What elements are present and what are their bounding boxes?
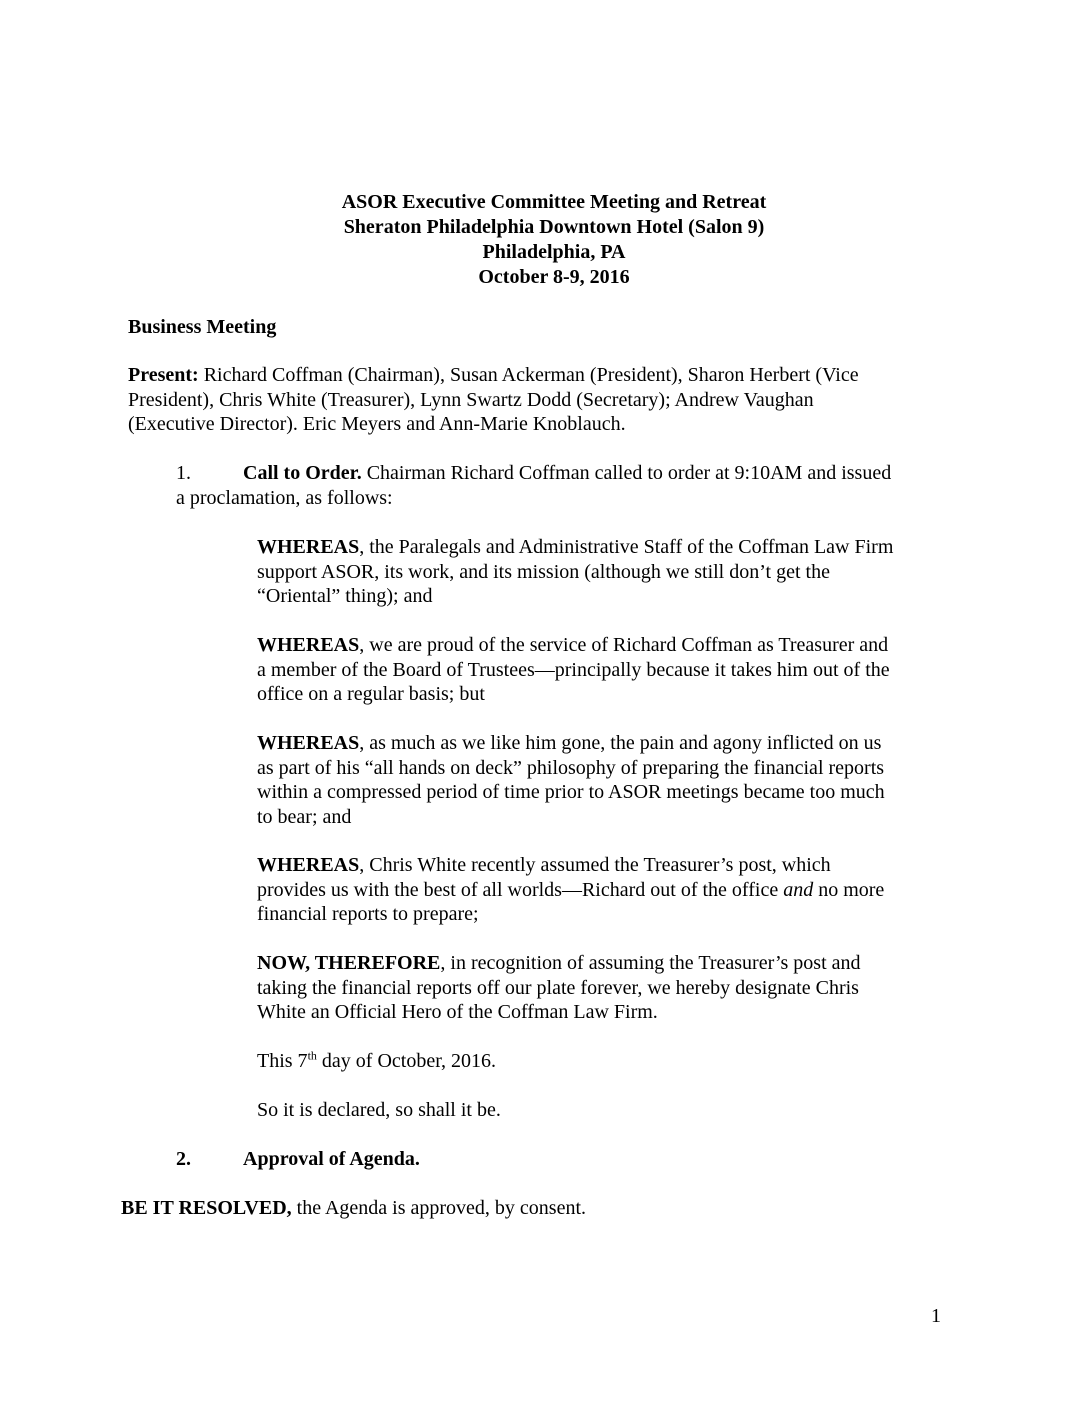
paragraph-text: to bear; and <box>257 805 352 828</box>
header-city: Philadelphia, PA <box>482 241 626 263</box>
paragraph-text: no more <box>813 878 885 901</box>
paragraph-text: “Oriental” thing); and <box>257 585 433 607</box>
paragraph-text: , Chris White recently assumed the Treasurer’s post, which <box>359 854 831 876</box>
item-number: 1. <box>176 462 191 484</box>
whereas-lead: WHEREAS <box>257 854 360 876</box>
paragraph-text: support ASOR, its work, and its mission (although we still don’t get the <box>257 560 830 583</box>
whereas-lead: WHEREAS <box>257 634 360 656</box>
emphasis-text: and <box>783 878 814 901</box>
whereas-lead: WHEREAS <box>257 732 360 754</box>
now-therefore-paragraph <box>257 951 861 1025</box>
paragraph-text: White an Official Hero of the Coffman Law Firm. <box>257 1001 658 1023</box>
paragraph-text: as part of his “all hands on deck” philosophy of preparing the financial reports <box>257 756 885 779</box>
whereas-lead: WHEREAS <box>257 536 360 558</box>
resolution-lead: BE IT RESOLVED, <box>121 1197 292 1219</box>
document-header <box>0 190 1088 290</box>
present-label: Present: <box>128 364 199 386</box>
paragraph-text: , the Paralegals and Administrative Staff of the Coffman Law Firm <box>359 536 894 558</box>
whereas-paragraph <box>257 535 893 609</box>
dated-text: day of October, 2016. <box>316 1050 497 1072</box>
agenda-item-call-to-order <box>176 461 891 510</box>
agenda-item-approval <box>176 1147 420 1172</box>
page-number: 1 <box>931 1305 941 1327</box>
present-line: Richard Coffman (Chairman), Susan Ackerman (President), Sharon Herbert (Vice <box>203 364 859 386</box>
header-title: ASOR Executive Committee Meeting and Retreat <box>341 191 767 213</box>
paragraph-text: financial reports to prepare; <box>257 903 479 925</box>
item-text: a proclamation, as follows: <box>176 486 393 509</box>
whereas-paragraph <box>257 853 884 927</box>
declaration-line: So it is declared, so shall it be. <box>257 1099 501 1121</box>
now-therefore-lead: NOW, THEREFORE <box>257 952 441 974</box>
paragraph-text: , as much as we like him gone, the pain and agony inflicted on us <box>359 732 882 754</box>
item-title: Approval of Agenda. <box>243 1148 420 1170</box>
present-line: President), Chris White (Treasurer), Lynn Swartz Dodd (Secretary); Andrew Vaughan <box>128 388 814 411</box>
item-title: Call to Order. <box>243 462 362 484</box>
paragraph-text: office on a regular basis; but <box>257 683 485 705</box>
present-line: (Executive Director). Eric Meyers and Ann-Marie Knoblauch. <box>128 413 626 435</box>
dated-line <box>257 1049 496 1074</box>
resolution-text: the Agenda is approved, by consent. <box>291 1197 587 1219</box>
resolution-line <box>121 1196 586 1221</box>
item-text: Chairman Richard Coffman called to order at 9:10AM and issued <box>366 462 892 484</box>
paragraph-text: , we are proud of the service of Richard Coffman as Treasurer and <box>359 634 889 656</box>
ordinal-suffix: th <box>307 1048 317 1063</box>
item-number: 2. <box>176 1148 191 1170</box>
paragraph-text: a member of the Board of Trustees—principally because it takes him out of the <box>257 658 890 681</box>
paragraph-text: provides us with the best of all worlds—Richard out of the office <box>257 878 784 901</box>
dated-text: This 7 <box>257 1050 308 1072</box>
paragraph-text: , in recognition of assuming the Treasurer’s post and <box>440 952 861 974</box>
header-venue: Sheraton Philadelphia Downtown Hotel (Salon 9) <box>343 216 765 238</box>
attendance-paragraph <box>128 363 859 437</box>
whereas-paragraph <box>257 731 885 829</box>
header-date: October 8-9, 2016 <box>478 266 630 288</box>
paragraph-text: within a compressed period of time prior to ASOR meetings became too much <box>257 781 885 803</box>
section-heading: Business Meeting <box>128 316 277 338</box>
paragraph-text: taking the financial reports off our plate forever, we hereby designate Chris <box>257 976 859 999</box>
whereas-paragraph <box>257 633 890 707</box>
